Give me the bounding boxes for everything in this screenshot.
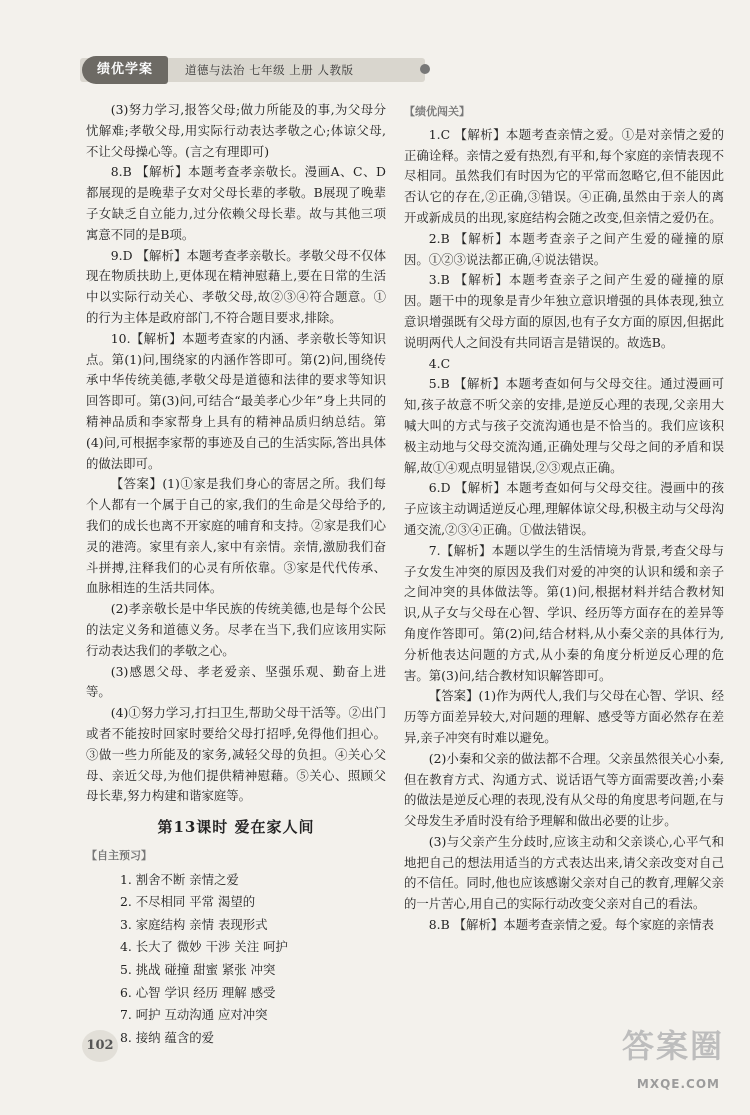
watermark-logo xyxy=(592,1027,742,1105)
preview-item: 6. 心智 学识 经历 理解 感受 xyxy=(120,984,276,1000)
challenge-section-label: 【绩优闯关】 xyxy=(404,105,470,118)
answer-para: 6.D 【解析】本题考查如何与父母交往。漫画中的孩子应该主动调适逆反心理,理解体谅父母,积极主动与父母沟通交流,②③④正确。①做法错误。 xyxy=(404,480,724,537)
answer-para: 8.B 【解析】本题考查亲情之爱。每个家庭的亲情表 xyxy=(428,917,714,933)
answer-para: 7.【解析】本题以学生的生活情境为背景,考查父母与子女发生冲突的原因及我们对爱的冲突的认识和缓和亲子之间冲突的具体做法等。第(1)问,根据材料并结合教材知识,从子女与父母在心智、学识、经历等方面存在的差异等角度作答即可。第(2)问,结合材料,从小秦父亲的具体行为,分析他表达问题的方式,从小秦的角度分析逆反心理的危害。第(3)问,结合教材知识解答即可。 xyxy=(404,542,724,683)
preview-item: 7. 呵护 互动沟通 应对冲突 xyxy=(120,1007,268,1023)
answer-para: 2.B 【解析】本题考查亲子之间产生爱的碰撞的原因。①②③说法都正确,④说法错误。 xyxy=(404,230,724,267)
preview-section-label: 【自主预习】 xyxy=(86,848,152,862)
answer-para: 【答案】(1)作为两代人,我们与父母在心智、学识、经历等方面差异较大,对问题的理解、感受等方面必然存在差异,亲子冲突有时难以避免。 xyxy=(404,688,724,745)
preview-item: 4. 长大了 微妙 干涉 关注 呵护 xyxy=(120,939,288,955)
answer-para: 【答案】(1)①家是我们身心的寄居之所。我们每个人都有一个属于自己的家,我们的生命是父母给予的,我们的成长也离不开家庭的哺育和支持。②家是我们心灵的港湾。家里有亲人,家中有亲情。亲情,激励我们奋斗拼搏,注释我们的心灵有所依靠。③家是代代传承、血脉相连的生活共同体。 xyxy=(86,476,386,596)
preview-item: 3. 家庭结构 亲情 表现形式 xyxy=(120,916,268,932)
subject-label: 道德与法治 七年级 上册 人教版 xyxy=(185,63,354,77)
answer-para: (3)努力学习,报答父母;做力所能及的事,为父母分忧解难;孝敬父母,用实际行动表达孝敬之心;体谅父母,不让父母操心等。(言之有理即可) xyxy=(86,102,386,159)
preview-item: 2. 不尽相同 平常 渴望的 xyxy=(120,894,256,910)
answer-para: 5.B 【解析】本题考查如何与父母交往。通过漫画可知,孩子故意不听父亲的安排,是逆反心理的表现,父亲用大喊大叫的方式与孩子交流沟通也是不恰当的。我们应该积极主动地与父母交流沟通,正确处理与父母之间的矛盾和误解,故①④观点明显错误,②③观点正确。 xyxy=(404,376,724,475)
page-header xyxy=(0,48,750,88)
watermark-title: 答案圈 xyxy=(621,1027,724,1065)
preview-item: 8. 接纳 蕴含的爱 xyxy=(120,1029,215,1045)
answer-para: 8.B 【解析】本题考查孝亲敬长。漫画A、C、D都展现的是晚辈子女对父母长辈的孝敬。B展现了晚辈子女缺乏自立能力,过分依赖父母长辈。故与其他三项寓意不同的是B项。 xyxy=(86,164,386,242)
answer-para: (3)感恩父母、孝老爱亲、坚强乐观、勤奋上进等。 xyxy=(86,663,386,700)
preview-item: 1. 割舍不断 亲情之爱 xyxy=(120,871,239,887)
page-number: 102 xyxy=(82,1030,118,1062)
brand-label: 绩优学案 xyxy=(82,56,168,84)
header-dot xyxy=(420,64,430,74)
answer-para: 9.D 【解析】本题考查孝亲敬长。孝敬父母不仅体现在物质扶助上,更体现在精神慰藉上,要在日常的生活中以实际行动关心、孝敬父母,故②③④符合题意。①的行为主体是政府部门,不符合题目要求,排除。 xyxy=(86,247,386,325)
answer-para: (2)小秦和父亲的做法都不合理。父亲虽然很关心小秦,但在教育方式、沟通方式、说话语气等方面需要改善;小秦的做法是逆反心理的表现,没有从父母的角度思考问题,在与父母发生矛盾时没有给予理解和做出必要的让步。 xyxy=(404,750,724,829)
answer-para: (3)与父亲产生分歧时,应该主动和父亲谈心,心平气和地把自己的想法用适当的方式表达出来,请父亲改变对自己的不信任。同时,他也应该感谢父亲对自己的教育,理解父亲的一片苦心,用自己的实际行动改变父亲对自己的看法。 xyxy=(404,833,724,912)
watermark-url: MXQE.COM xyxy=(636,1077,720,1091)
preview-item: 5. 挑战 碰撞 甜蜜 紧张 冲突 xyxy=(120,962,276,978)
answer-para: 10.【解析】本题考查家的内涵、孝亲敬长等知识点。第(1)问,围绕家的内涵作答即可。第(2)问,围绕传承中华传统美德,孝敬父母是道德和法律的要求等知识回答即可。第(3)问,可结合“最美孝心少年”身上共同的精神品质和李家帮身上具有的精神品质归纳总结。第(4)问,可根据李家帮的事迹及自己的生活实际,答出具体的做法即可。 xyxy=(86,330,386,471)
answer-para: (4)①努力学习,打扫卫生,帮助父母干活等。②出门或者不能按时回家时要给父母打招呼,免得他们担心。③做一些力所能及的家务,减轻父母的负担。④关心父母、亲近父母,为他们提供精神慰藉。⑤关心、照顾父母长辈,努力构建和谐家庭等。 xyxy=(86,705,386,804)
right-column xyxy=(404,100,724,936)
lesson-title: 第13课时 爱在家人间 xyxy=(157,818,315,837)
answer-para: 3.B 【解析】本题考查亲子之间产生爱的碰撞的原因。题干中的现象是青少年独立意识增强的具体表现,独立意识增强既有父母方面的原因,也有子女方面的原因,但据此说明两代人之间没有共同语言是错误的。故选B。 xyxy=(404,272,724,350)
left-column xyxy=(86,100,386,1049)
answer-para: (2)孝亲敬长是中华民族的传统美德,也是每个公民的法定义务和道德义务。尽孝在当下,我们应该用实际行动表达我们的孝敬之心。 xyxy=(86,601,386,658)
answer-para: 1.C 【解析】本题考查亲情之爱。①是对亲情之爱的正确诠释。亲情之爱有热烈,有平和,每个家庭的亲情表现不尽相同。虽然我们有时因为它的平常而忽略它,但不能因此否认它的存在,②正确,③错误。④正确,虽然由于亲人的离开或新成员的出现,家庭结构会随之改变,但亲情之爱仍在。 xyxy=(404,126,724,225)
answer-para: 4.C xyxy=(428,355,451,371)
